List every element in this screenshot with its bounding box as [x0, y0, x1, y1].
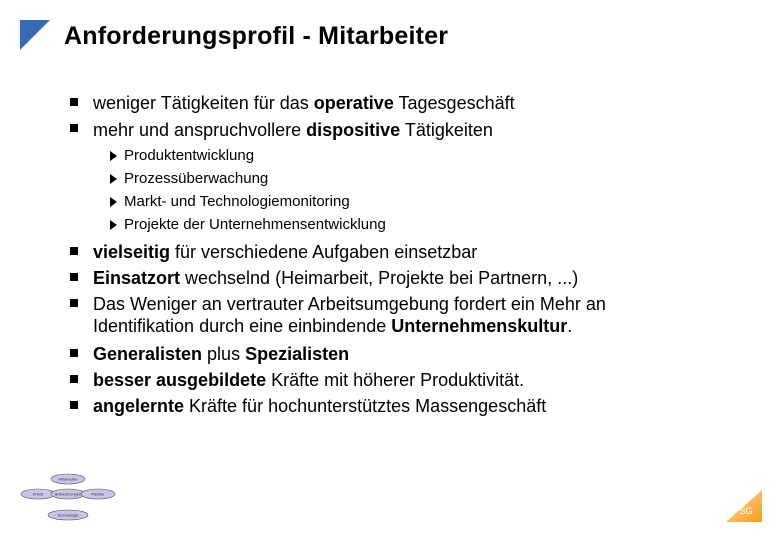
bullet-icon: [70, 124, 78, 132]
bullet-icon: [70, 375, 78, 383]
bullet-text-unternehmenskultur: Identifikation durch eine einbindende Unternehmenskultur.: [93, 316, 573, 336]
sub-bullet-icon: [110, 197, 117, 207]
sub-item: Prozessüberwachung: [124, 170, 269, 187]
bullet-text-vielseitig: vielseitig für verschiedene Aufgaben einsetzbar: [93, 242, 478, 262]
bullet-text-generalisten: Generalisten plus Spezialisten: [93, 344, 350, 364]
bullet-icon: [70, 98, 78, 106]
diagram-label-bottom: Technologie: [57, 512, 79, 518]
page-number: SG: [739, 506, 753, 516]
navigation-diagram[interactable]: [18, 470, 118, 522]
bullet-text-operative: weniger Tätigkeiten für das operative Tagesgeschäft: [93, 93, 515, 113]
sub-bullet-icon: [110, 174, 117, 184]
bullet-text-dispositive: mehr und anspruchvollere dispositive Tätigkeiten: [93, 120, 493, 140]
corner-triangle-icon: [20, 20, 50, 50]
bullet-icon: [70, 349, 78, 357]
sub-item: Produktentwicklung: [124, 147, 255, 164]
diagram-label-left: Arbeit: [32, 491, 44, 497]
sub-bullet-icon: [110, 151, 117, 161]
bullet-text-angelernte: angelernte Kräfte für hochunterstütztes Massengeschäft: [93, 396, 547, 416]
diagram-label-center: Anforderungen: [54, 491, 82, 497]
sub-item: Markt- und Technologiemonitoring: [124, 193, 350, 210]
bullet-text-einsatzort: Einsatzort wechselnd (Heimarbeit, Projekte bei Partnern, ...): [93, 268, 579, 288]
diagram-label-right: Partner: [91, 491, 105, 497]
bullet-text-arbeitsumgebung: Das Weniger an vertrauter Arbeitsumgebung fordert ein Mehr an: [93, 294, 606, 314]
bullet-icon: [70, 299, 78, 307]
bullet-icon: [70, 273, 78, 281]
bullet-text-ausgebildete: besser ausgebildete Kräfte mit höherer Produktivität.: [93, 370, 525, 390]
sub-bullet-icon: [110, 220, 117, 230]
sub-item: Projekte der Unternehmensentwicklung: [124, 216, 386, 233]
bullet-icon: [70, 247, 78, 255]
diagram-label-top: Mitarbeiter: [58, 476, 78, 482]
slide-title: Anforderungsprofil - Mitarbeiter: [64, 22, 449, 50]
bullet-icon: [70, 401, 78, 409]
